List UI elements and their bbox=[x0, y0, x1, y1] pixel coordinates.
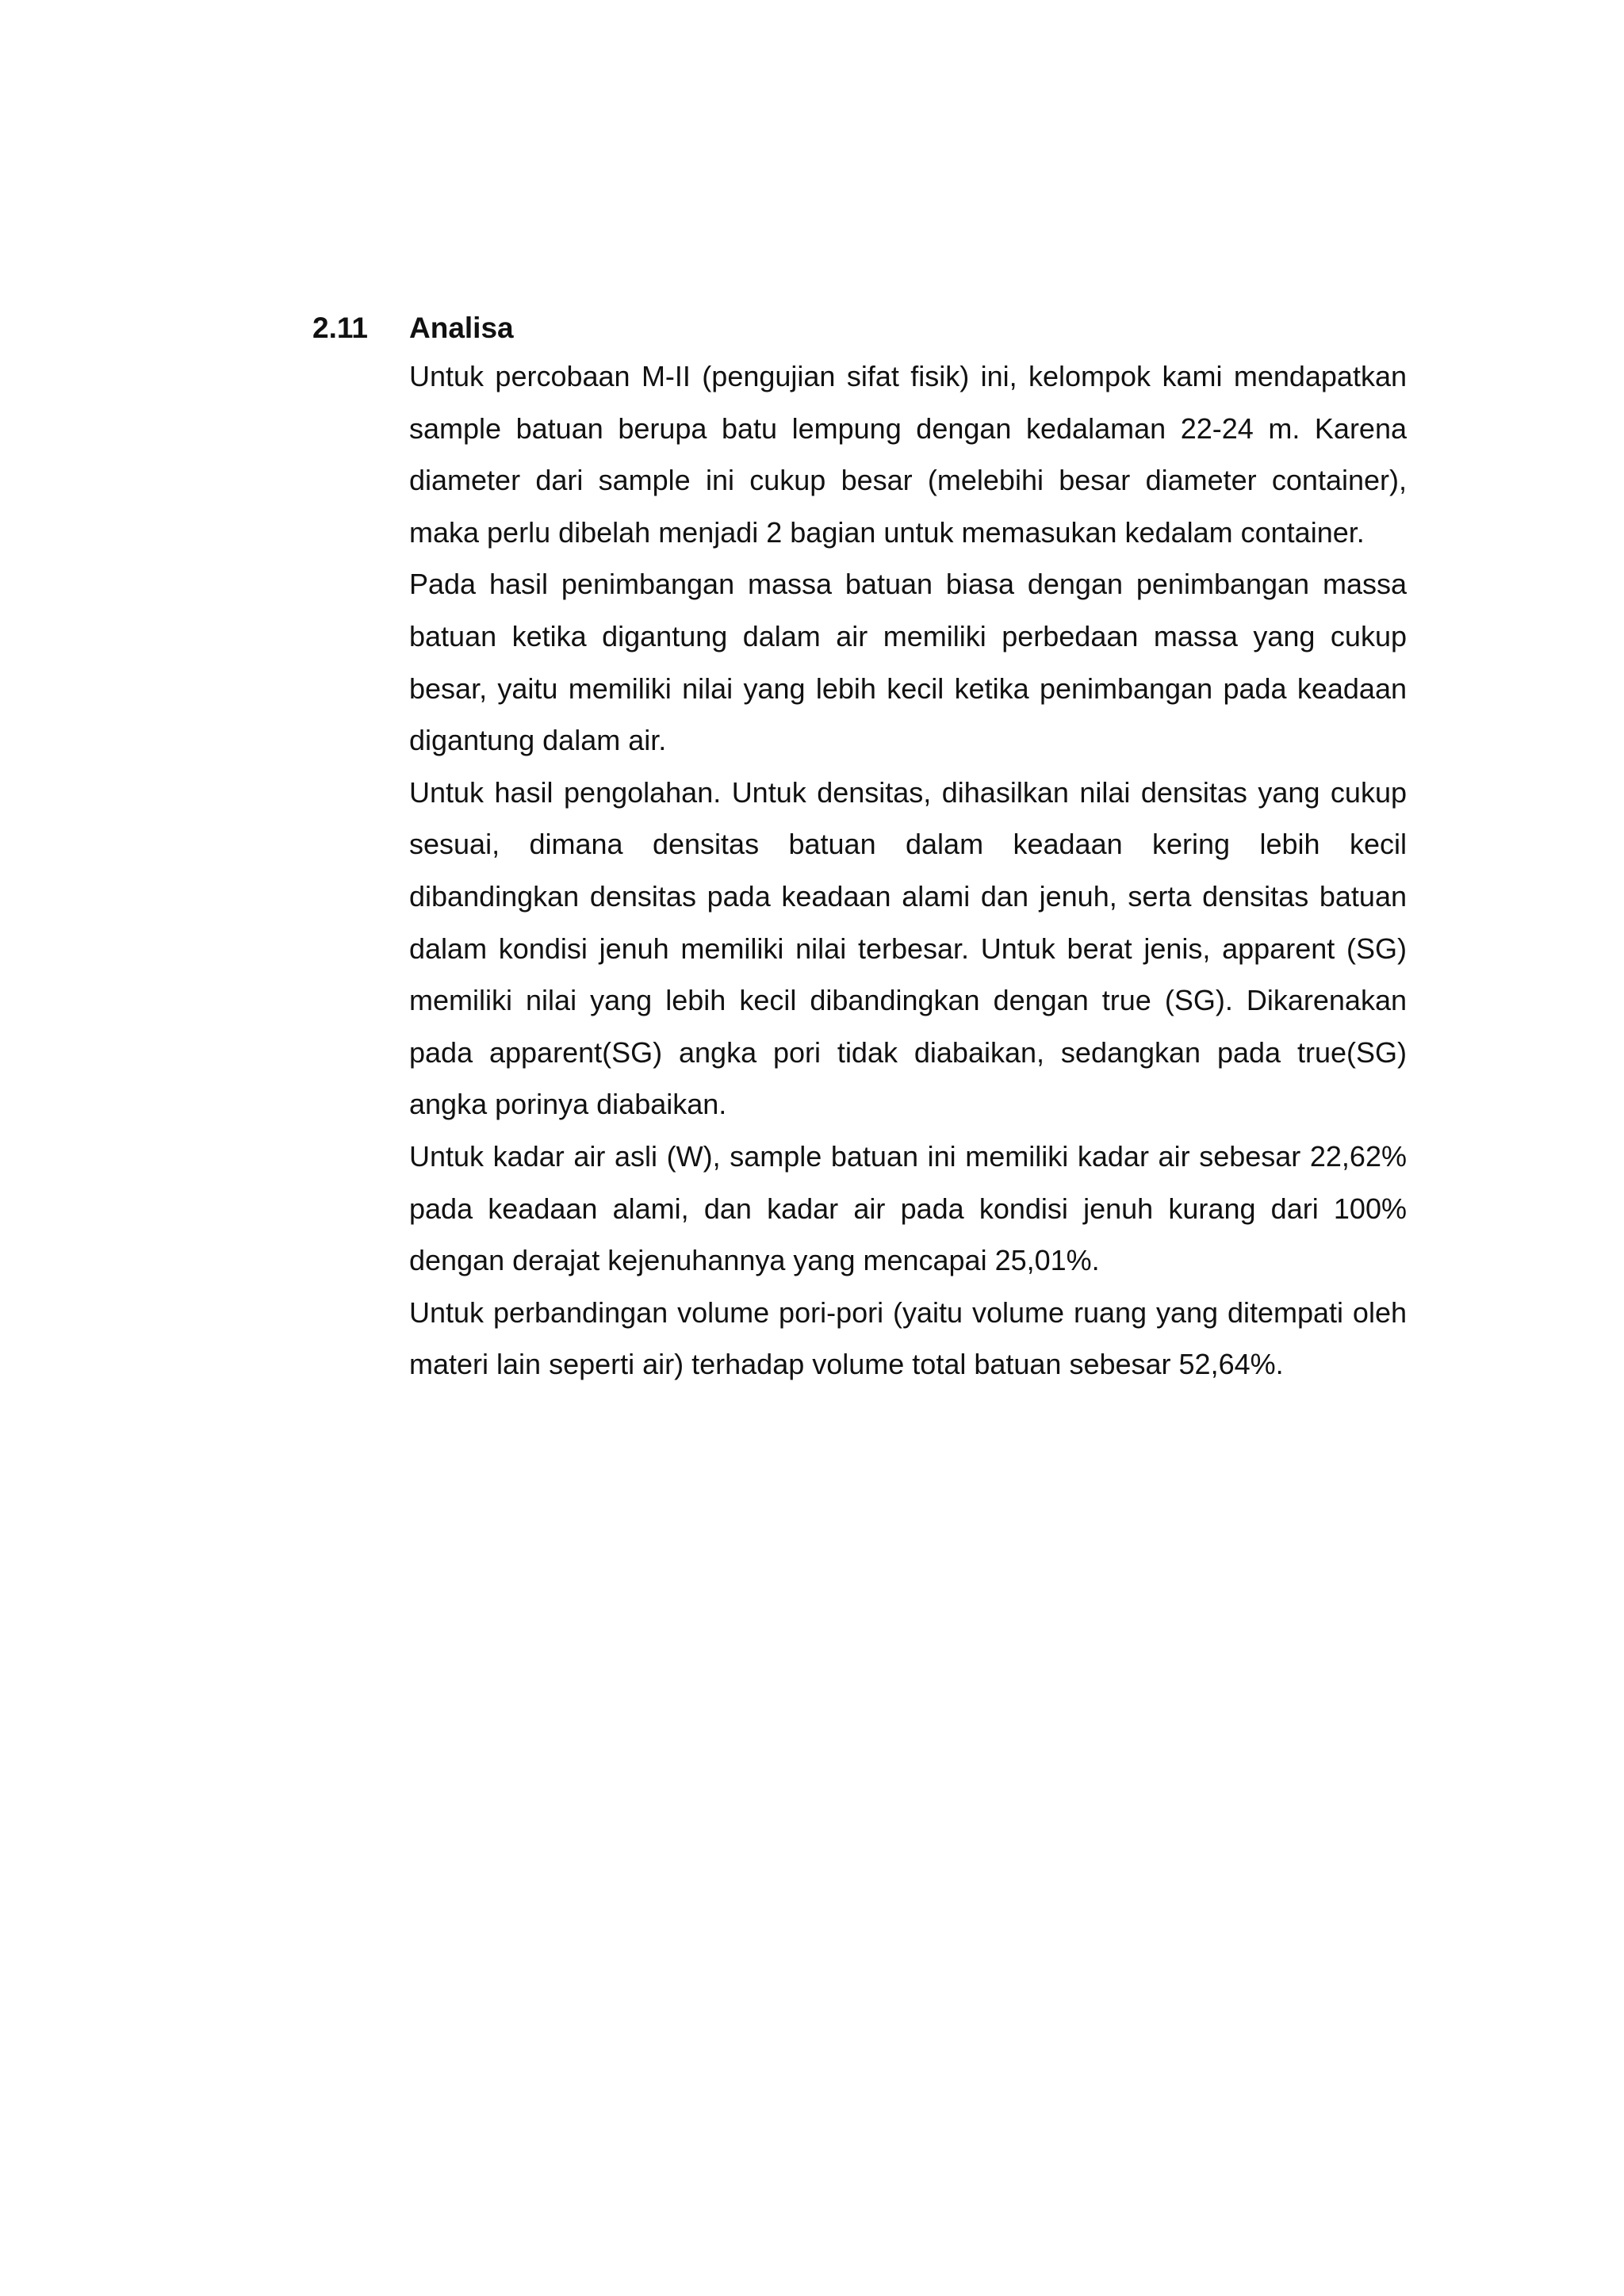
paragraph-density: Untuk hasil pengolahan. Untuk densitas, dihasilkan nilai densitas yang cukup sesuai, dimana densitas batuan dalam keadaan kering lebih kecil dibandingkan densitas pada keadaan alami dan jenuh, serta densitas batuan dalam kondisi jenuh memiliki nilai terbesar. Untuk berat jenis, apparent (SG) memiliki nilai yang lebih kecil dibandingkan dengan true (SG). Dikarenakan pada apparent(SG) angka pori tidak diabaikan, sedangkan pada true(SG) angka porinya diabaikan. bbox=[409, 775, 1407, 1121]
paragraph-water-content: Untuk kadar air asli (W), sample batuan ini memiliki kadar air sebesar 22,62% pada keadaan alami, dan kadar air pada kondisi jenuh kurang dari 100% dengan derajat kejenuhannya yang mencapai 25,01%. bbox=[409, 1139, 1407, 1277]
analysis-section bbox=[312, 306, 1407, 1391]
section-heading bbox=[312, 306, 1407, 350]
paragraph-porosity: Untuk perbandingan volume pori-pori (yaitu volume ruang yang ditempati oleh materi lain seperti air) terhadap volume total batuan sebesar 52,64%. bbox=[409, 1295, 1407, 1381]
section-title: Analisa bbox=[409, 312, 514, 344]
paragraph-weighing: Pada hasil penimbangan massa batuan biasa dengan penimbangan massa batuan ketika digantung dalam air memiliki perbedaan massa yang cukup besar, yaitu memiliki nilai yang lebih kecil ketika penimbangan pada keadaan digantung dalam air. bbox=[409, 568, 1407, 757]
section-number: 2.11 bbox=[312, 312, 368, 344]
paragraph-sample-description: Untuk percobaan M-II (pengujian sifat fisik) ini, kelompok kami mendapatkan sample batuan berupa batu lempung dengan kedalaman 22-24 m. Karena diameter dari sample ini cukup besar (melebihi besar diameter container), maka perlu dibelah menjadi 2 bagian untuk memasukan kedalam container. bbox=[409, 360, 1407, 549]
section-body bbox=[409, 350, 1407, 1391]
